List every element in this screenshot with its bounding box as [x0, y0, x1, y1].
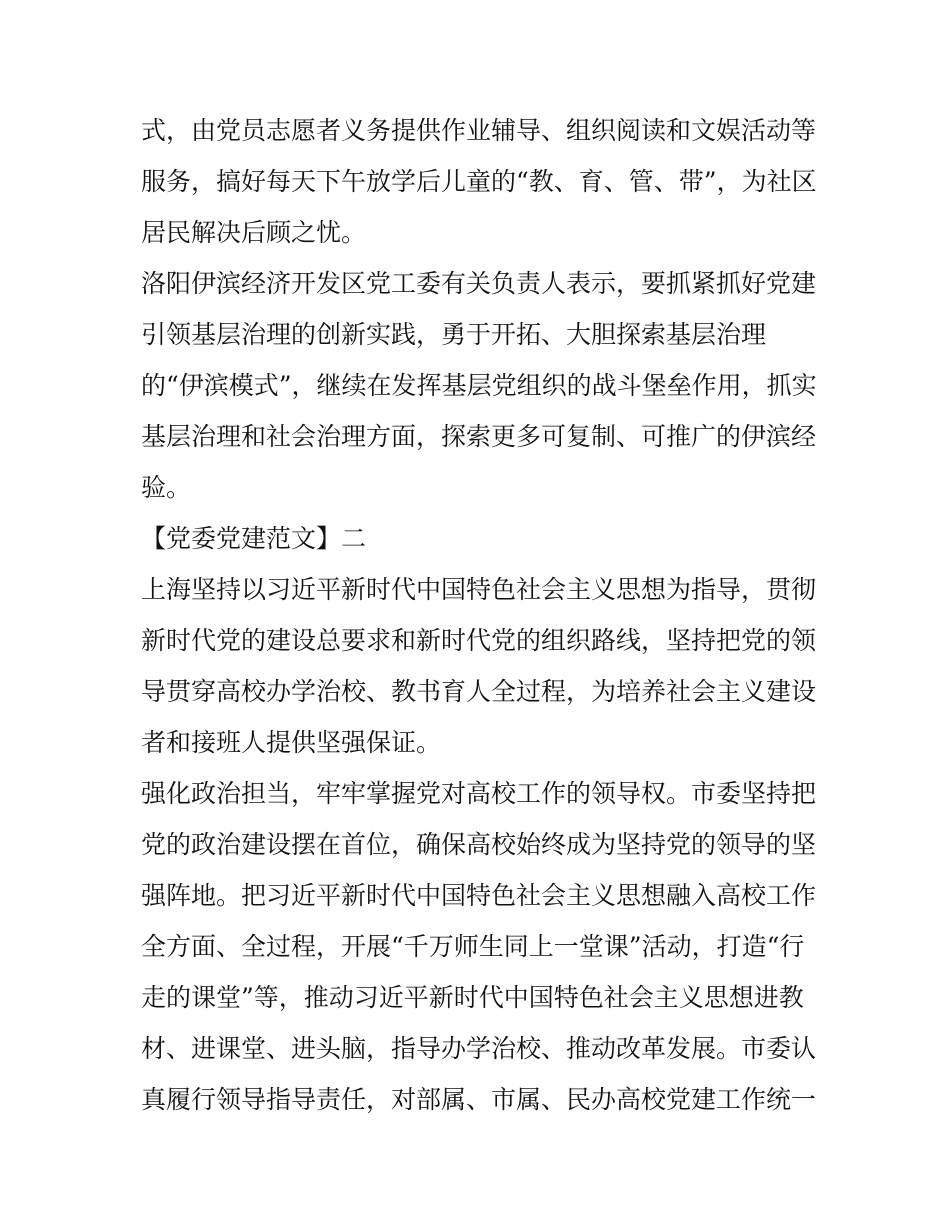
text-line: 服务，搞好每天下午放学后儿童的“教、育、管、带”，为社区 [141, 167, 817, 196]
text-line: 导贯穿高校办学治校、教书育人全过程，为培养社会主义建设 [141, 677, 817, 706]
text-line: 者和接班人提供坚强保证。 [141, 728, 442, 757]
text-line: 材、进课堂、进头脑，指导办学治校、推动改革发展。市委认 [141, 1034, 817, 1063]
section-heading: 【党委党建范文】二 [141, 524, 367, 553]
text-line: 基层治理和社会治理方面，探索更多可复制、可推广的伊滨经 [141, 422, 817, 451]
text-line: 全方面、全过程，开展“千万师生同上一堂课”活动，打造“行 [141, 932, 805, 961]
text-line: 强阵地。把习近平新时代中国特色社会主义思想融入高校工作 [141, 881, 817, 910]
text-line: 验。 [141, 473, 192, 502]
text-line: 洛阳伊滨经济开发区党工委有关负责人表示，要抓紧抓好党建 [141, 269, 817, 298]
text-line: 式，由党员志愿者义务提供作业辅导、组织阅读和文娱活动等 [141, 116, 817, 145]
text-line: 引领基层治理的创新实践，勇于开拓、大胆探索基层治理 [141, 320, 767, 349]
text-line: 强化政治担当，牢牢掌握党对高校工作的领导权。市委坚持把 [141, 779, 817, 808]
text-line: 党的政治建设摆在首位，确保高校始终成为坚持党的领导的坚 [141, 830, 817, 859]
text-line: 走的课堂”等，推动习近平新时代中国特色社会主义思想进教 [141, 983, 804, 1012]
text-line: 的“伊滨模式”，继续在发挥基层党组织的战斗堡垒作用，抓实 [141, 371, 817, 400]
text-line: 真履行领导指导责任，对部属、市属、民办高校党建工作统一 [141, 1085, 817, 1114]
document-body [141, 105, 821, 1125]
text-line: 居民解决后顾之忧。 [141, 218, 367, 247]
text-line: 新时代党的建设总要求和新时代党的组织路线，坚持把党的领 [141, 626, 817, 655]
text-line: 上海坚持以习近平新时代中国特色社会主义思想为指导，贯彻 [141, 575, 817, 604]
